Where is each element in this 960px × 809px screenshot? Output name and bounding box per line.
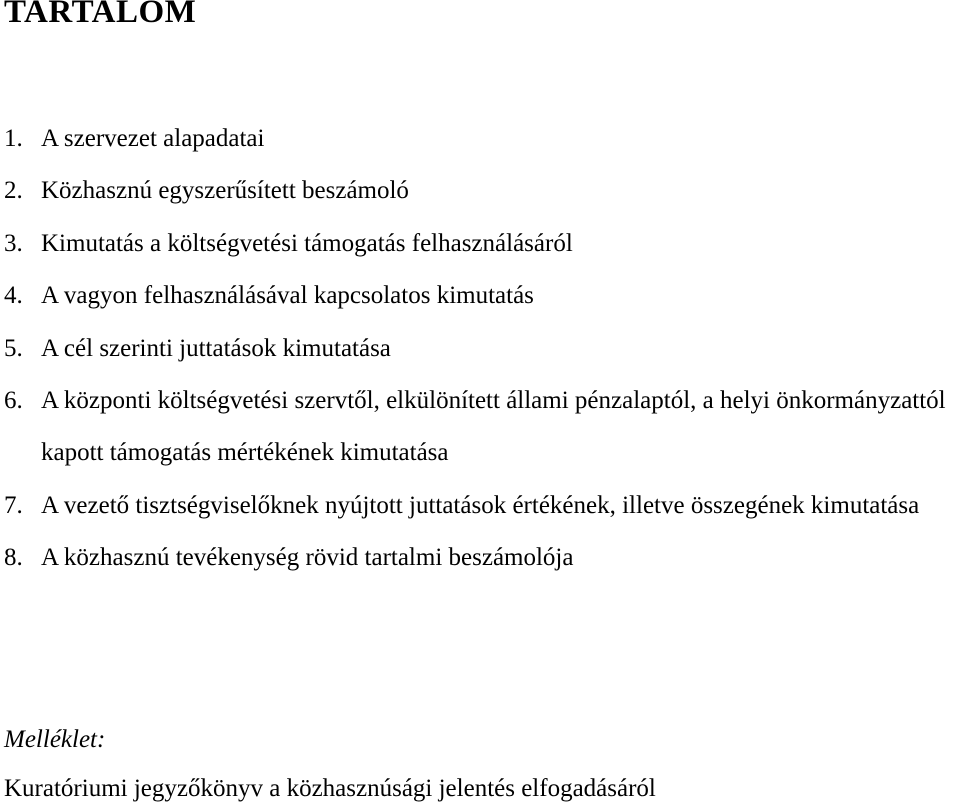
toc-item-text: Közhasznú egyszerűsített beszámoló [41,177,409,205]
toc-item-number: 1. [4,125,23,152]
document-title: TARTALOM [4,0,197,30]
toc-item-number: 5. [4,334,23,362]
toc-item-4 [4,270,956,322]
toc-item-1 [4,113,956,165]
toc-item-number: 8. [4,544,23,572]
toc-item-number: 4. [4,282,23,310]
appendix-label: Melléklet: [4,726,106,753]
toc-item-text: A szervezet alapadatai [41,125,265,152]
toc-item-text: Kimutatás a költségvetési támogatás felhasználásáról [41,229,573,257]
toc-item-6 [4,375,956,480]
appendix-text: Kuratóriumi jegyzőkönyv a közhasznúsági jelentés elfogadásáról [4,775,656,802]
toc-item-text: A közhasznú tevékenység rövid tartalmi beszámolója [41,544,574,572]
toc-item-7 [4,480,956,532]
toc-item-5 [4,323,956,375]
toc-item-number: 2. [4,177,23,205]
toc-item-text: A központi költségvetési szervtől, elkülönített állami pénzalaptól, a helyi önkormányzattól kapott támogatás mértékének kimutatása [41,387,946,467]
toc-item-number: 3. [4,229,23,257]
toc-item-3 [4,218,956,270]
toc-item-number: 6. [4,387,23,415]
toc-item-number: 7. [4,491,23,519]
toc-item-text: A vagyon felhasználásával kapcsolatos kimutatás [41,282,534,310]
toc-item-2 [4,165,956,217]
toc-item-text: A cél szerinti juttatások kimutatása [41,334,391,362]
toc-item-8 [4,532,956,584]
toc-item-text: A vezető tisztségviselőknek nyújtott juttatások értékének, illetve összegének kimutatása [41,491,920,519]
table-of-contents [4,113,956,585]
